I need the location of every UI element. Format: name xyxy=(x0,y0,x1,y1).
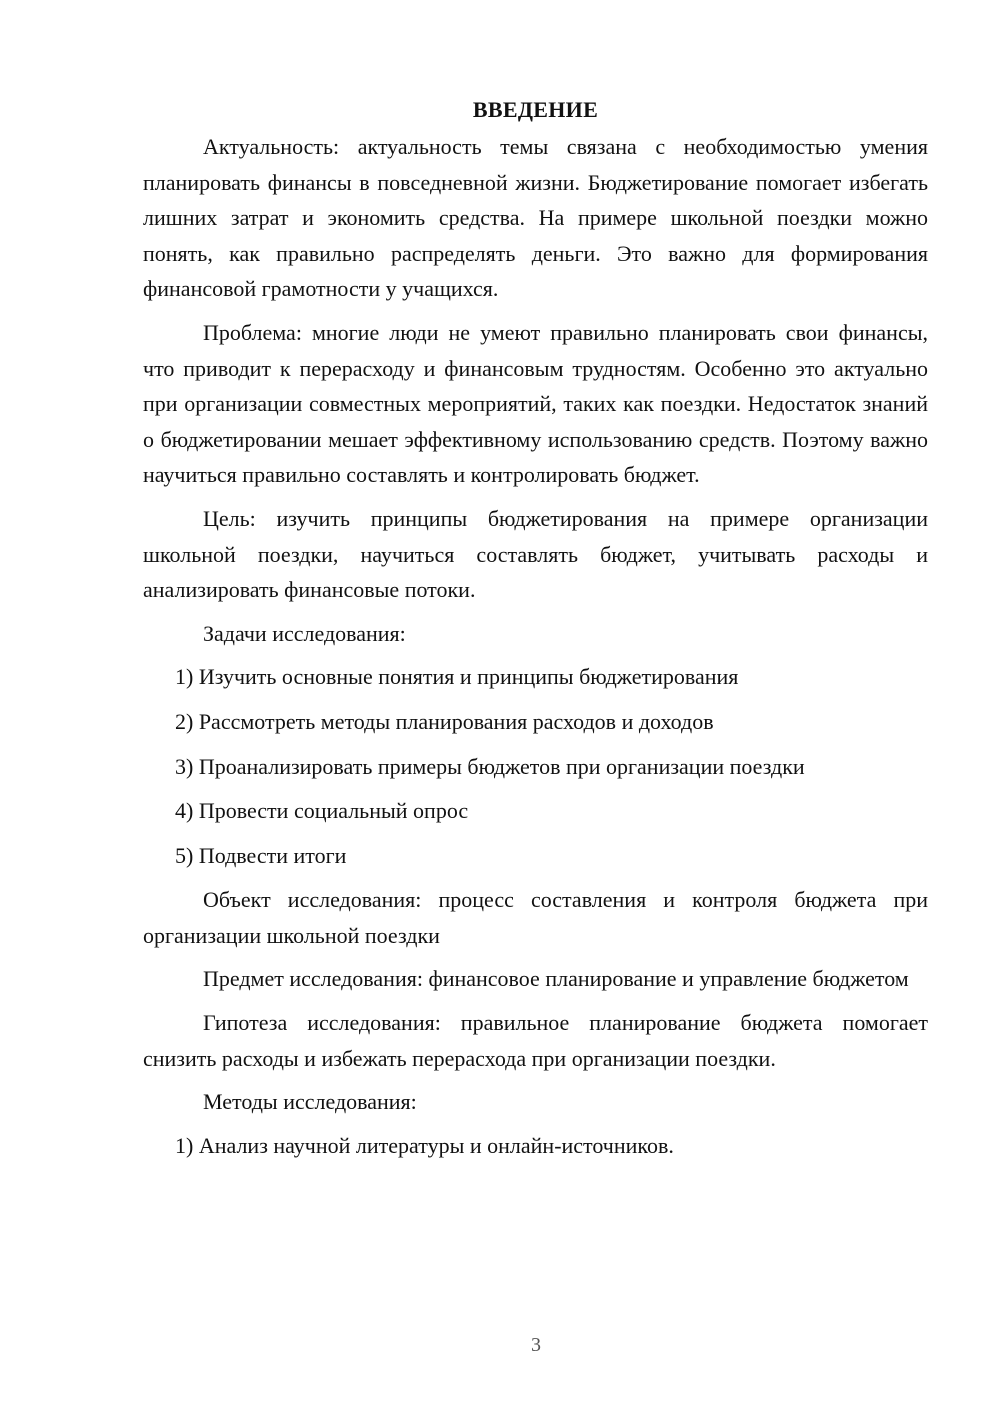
problem-paragraph: Проблема: многие люди не умеют правильно планировать свои финансы, что приводит к перерасходу и финансовым трудностям. Особенно это актуально при организации совместных мероприятий, таких как поездки. Недостаток знаний о бюджетировании мешает эффективному использованию средств. Поэтому важно научиться правильно составлять и контролировать бюджет. xyxy=(143,319,928,488)
subject-paragraph: Предмет исследования: финансовое планирование и управление бюджетом xyxy=(203,966,909,992)
goal-paragraph: Цель: изучить принципы бюджетирования на примере организации школьной поездки, научиться составлять бюджет, учитывать расходы и анализировать финансовые потоки. xyxy=(143,505,928,603)
tasks-title: Задачи исследования: xyxy=(203,620,406,646)
task-item: 5) Подвести итоги xyxy=(175,842,347,868)
task-item: 2) Рассмотреть методы планирования расходов и доходов xyxy=(175,708,714,734)
task-item: 1) Изучить основные понятия и принципы бюджетирования xyxy=(175,664,739,690)
relevance-paragraph: Актуальность: актуальность темы связана с необходимостью умения планировать финансы в повседневной жизни. Бюджетирование помогает избегать лишних затрат и экономить средства. На примере школьной поездки можно понять, как правильно распределять деньги. Это важно для формирования финансовой грамотности у учащихся. xyxy=(143,134,928,302)
document-page xyxy=(143,95,928,1172)
task-item: 3) Проанализировать примеры бюджетов при организации поездки xyxy=(175,753,805,779)
hypothesis-paragraph: Гипотеза исследования: правильное планирование бюджета помогает снизить расходы и избежать перерасхода при организации поездки. xyxy=(143,1010,928,1071)
methods-title: Методы исследования: xyxy=(203,1089,417,1115)
page-number: 3 xyxy=(531,1334,541,1356)
object-paragraph: Объект исследования: процесс составления и контроля бюджета при организации школьной поездки xyxy=(143,887,928,948)
method-item: 1) Анализ научной литературы и онлайн-источников. xyxy=(175,1132,674,1158)
section-heading: ВВЕДЕНИЕ xyxy=(472,97,599,122)
task-item: 4) Провести социальный опрос xyxy=(175,798,469,824)
